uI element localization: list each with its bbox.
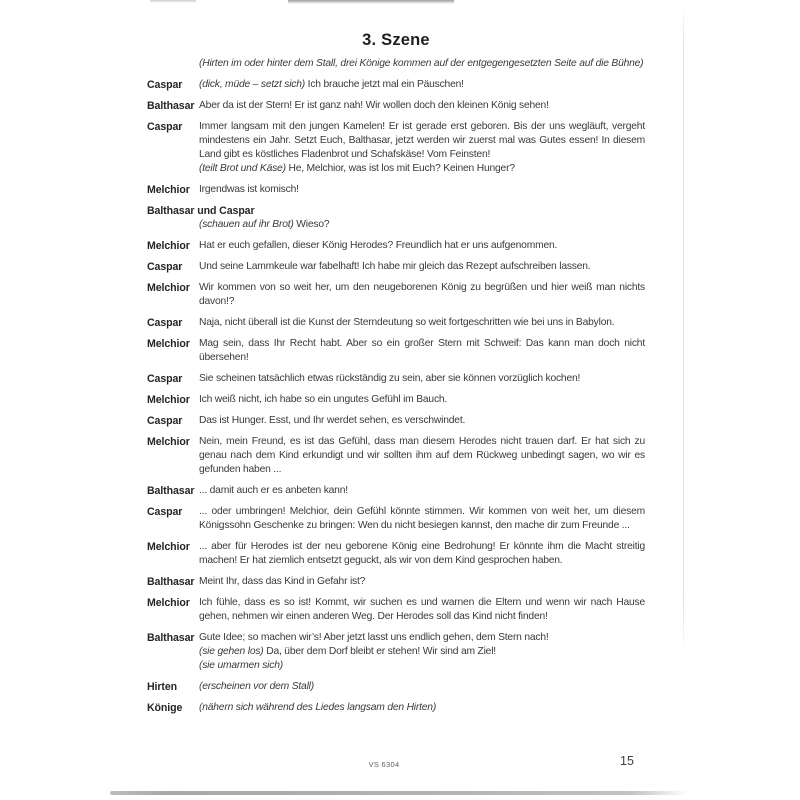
speech-line — [199, 435, 645, 477]
spoken-text: Das ist Hunger. Esst, und Ihr werdet sehen, es verschwindet. — [199, 415, 466, 426]
spoken-text: He, Melchior, was ist los mit Euch? Keinen Hunger? — [285, 163, 515, 174]
dialogue-entry — [147, 372, 645, 386]
speech-text — [199, 218, 645, 232]
dialogue-entry — [147, 57, 645, 71]
spoken-text: Und seine Lammkeule war fabelhaft! Ich habe mir gleich das Rezept aufschreiben lassen. — [199, 261, 591, 272]
speech-text — [199, 701, 645, 715]
dialogue-entry — [147, 337, 645, 365]
dialogue-entry — [147, 484, 645, 498]
speech-line — [199, 218, 645, 232]
speech-line — [199, 505, 645, 533]
speaker-name: Melchior — [147, 541, 190, 553]
page-number: 15 — [620, 754, 634, 768]
speaker-name: Hirten — [147, 681, 178, 693]
dialogue-entry — [147, 596, 645, 624]
spoken-text: Da, über dem Dorf bleibt er stehen! Wir sind am Ziel! — [263, 646, 496, 657]
speaker-name: Melchior — [147, 394, 190, 406]
speaker-name: Caspar — [147, 121, 183, 133]
speaker-name: Balthasar — [147, 632, 195, 644]
stage-direction: (dick, müde – setzt sich) — [199, 79, 306, 90]
speaker-name: Balthasar — [147, 576, 195, 588]
script-body — [147, 57, 645, 722]
speech-text — [199, 575, 645, 589]
speech-line — [199, 645, 645, 659]
scene-title: 3. Szene — [362, 31, 430, 49]
speaker-name: Caspar — [147, 415, 183, 427]
speech-text — [199, 281, 645, 309]
dialogue-entry — [147, 239, 645, 253]
page-bottom-shadow — [110, 791, 688, 795]
speech-text — [199, 372, 645, 386]
speaker-name: Caspar — [147, 373, 183, 385]
speech-line — [199, 680, 645, 694]
stage-direction: (erscheinen vor dem Stall) — [199, 681, 314, 692]
spoken-text: Mag sein, dass Ihr Recht habt. Aber so ein großer Stern mit Schweif: Das kann man doch nicht übersehen! — [199, 338, 645, 363]
spoken-text: Ich brauche jetzt mal ein Päuschen! — [305, 79, 464, 90]
spoken-text: Meint Ihr, dass das Kind in Gefahr ist? — [199, 576, 366, 587]
speech-text — [199, 99, 645, 113]
speech-line — [199, 414, 645, 428]
speaker-name: Melchior — [147, 240, 190, 252]
speech-text — [199, 414, 645, 428]
scan-artifact-top-left — [150, 0, 196, 3]
dialogue-entry — [147, 631, 645, 673]
page-edge-line — [683, 0, 684, 658]
dialogue-entry — [147, 680, 645, 694]
speech-line — [199, 701, 645, 715]
dialogue-entry — [147, 204, 645, 232]
speech-line — [199, 631, 645, 645]
speech-text — [199, 596, 645, 624]
speech-text — [199, 239, 645, 253]
speech-line — [199, 57, 645, 71]
speech-text — [199, 631, 645, 673]
speech-line — [199, 393, 645, 407]
dialogue-entry — [147, 120, 645, 176]
stage-direction: (sie umarmen sich) — [199, 660, 283, 671]
speech-line — [199, 372, 645, 386]
spoken-text: Irgendwas ist komisch! — [199, 184, 299, 195]
spoken-text: ... oder umbringen! Melchior, dein Gefühl könnte stimmen. Wir kommen von weit her, um diesem Königssohn Geschenke zu bringen: Wen du nicht besiegen kannst, den mache dir zum Freunde ... — [199, 506, 645, 531]
speech-line — [199, 239, 645, 253]
spoken-text: Aber da ist der Stern! Er ist ganz nah! Wir wollen doch den kleinen König sehen! — [199, 100, 549, 111]
speaker-name: Caspar — [147, 317, 183, 329]
speaker-name: Balthasar — [147, 100, 195, 112]
speaker-name: Balthasar und Caspar — [147, 205, 255, 217]
speech-text — [199, 260, 645, 274]
dialogue-entry — [147, 316, 645, 330]
speaker-name: Caspar — [147, 261, 183, 273]
speech-text — [199, 540, 645, 568]
speaker-name: Balthasar — [147, 485, 195, 497]
speaker-name: Melchior — [147, 338, 190, 350]
speaker-name: Melchior — [147, 597, 190, 609]
speech-line — [199, 575, 645, 589]
speech-line — [199, 540, 645, 568]
speech-line — [199, 162, 645, 176]
dialogue-entry — [147, 393, 645, 407]
speaker-name: Melchior — [147, 282, 190, 294]
spoken-text: Immer langsam mit den jungen Kamelen! Er ist gerade erst geboren. Bis der uns wegläuft, vergeht mindestens ein Jahr. Setzt Euch, Balthasar, jetzt werden wir zuerst mal was Gutes essen! In diesem Land gibt es köstliches Fladenbrot und Schafskäse! Vom Feinsten! — [199, 121, 645, 160]
dialogue-entry — [147, 183, 645, 197]
dialogue-entry — [147, 78, 645, 92]
spoken-text: Wieso? — [293, 219, 330, 230]
speech-text — [199, 57, 645, 71]
stage-direction: (schauen auf ihr Brot) — [199, 219, 294, 230]
spoken-text: Sie scheinen tatsächlich etwas rückständig zu sein, aber sie können vorzüglich kochen! — [199, 373, 581, 384]
spoken-text: Gute Idee; so machen wir’s! Aber jetzt lasst uns endlich gehen, dem Stern nach! — [199, 632, 549, 643]
speaker-name: Melchior — [147, 436, 190, 448]
speaker-name: Melchior — [147, 184, 190, 196]
spoken-text: Nein, mein Freund, es ist das Gefühl, dass man diesem Herodes nicht trauen darf. Er hat sich zu genau nach dem Kind erkundigt und wir sollten ihm auf dem Rückweg unbedingt sagen, wo wir es gefunden haben ... — [199, 436, 645, 475]
speech-line — [199, 99, 645, 113]
dialogue-entry — [147, 281, 645, 309]
spoken-text: Ich fühle, dass es so ist! Kommt, wir suchen es und warnen die Eltern und wenn wir nach Hause gehen, nehmen wir einen anderen Weg. Der Herodes soll das Kind nicht finden! — [199, 597, 645, 622]
dialogue-entry — [147, 701, 645, 715]
speech-text — [199, 337, 645, 365]
stage-direction: (nähern sich während des Liedes langsam den Hirten) — [199, 702, 437, 713]
dialogue-entry — [147, 99, 645, 113]
speech-line — [199, 596, 645, 624]
speech-line — [199, 484, 645, 498]
speech-line — [199, 316, 645, 330]
stage-direction: (Hirten im oder hinter dem Stall, drei Könige kommen auf der entgegengesetzten Seite auf die Bühne) — [199, 58, 644, 69]
dialogue-entry — [147, 414, 645, 428]
speech-text — [199, 183, 645, 197]
speech-text — [199, 393, 645, 407]
stage-direction: (sie gehen los) — [199, 646, 264, 657]
spoken-text: Naja, nicht überall ist die Kunst der Sterndeutung so weit fortgeschritten wie bei uns in Babylon. — [199, 317, 615, 328]
scan-artifact-top-center — [288, 0, 454, 4]
speech-line — [199, 337, 645, 365]
speech-line — [199, 120, 645, 162]
stage-direction: (teilt Brot und Käse) — [199, 163, 286, 174]
publisher-code: VS 6304 — [368, 760, 400, 769]
speech-line — [199, 659, 645, 673]
speech-text — [199, 484, 645, 498]
spoken-text: Hat er euch gefallen, dieser König Herodes? Freundlich hat er uns aufgenommen. — [199, 240, 558, 251]
speaker-name: Caspar — [147, 79, 183, 91]
speaker-name: Caspar — [147, 506, 183, 518]
speech-line — [199, 260, 645, 274]
dialogue-entry — [147, 435, 645, 477]
speaker-name: Könige — [147, 702, 183, 714]
dialogue-entry — [147, 505, 645, 533]
speech-line — [199, 281, 645, 309]
dialogue-entry — [147, 260, 645, 274]
spoken-text: Wir kommen von so weit her, um den neugeborenen König zu begrüßen und hier weiß man nichts davon!? — [199, 282, 645, 307]
spoken-text: ... damit auch er es anbeten kann! — [199, 485, 348, 496]
speech-text — [199, 78, 645, 92]
dialogue-entry — [147, 540, 645, 568]
speech-text — [199, 680, 645, 694]
speech-text — [199, 435, 645, 477]
speech-text — [199, 120, 645, 176]
speech-text — [199, 505, 645, 533]
speech-text — [199, 316, 645, 330]
spoken-text: Ich weiß nicht, ich habe so ein ungutes Gefühl im Bauch. — [199, 394, 448, 405]
dialogue-entry — [147, 575, 645, 589]
speech-line — [199, 78, 645, 92]
speech-line — [199, 183, 645, 197]
spoken-text: ... aber für Herodes ist der neu geborene König eine Bedrohung! Er könnte ihm die Macht streitig machen! Er hat ziemlich entsetzt geguckt, als wir von dem Kind gesprochen haben. — [199, 541, 645, 566]
speaker-name — [147, 57, 199, 71]
